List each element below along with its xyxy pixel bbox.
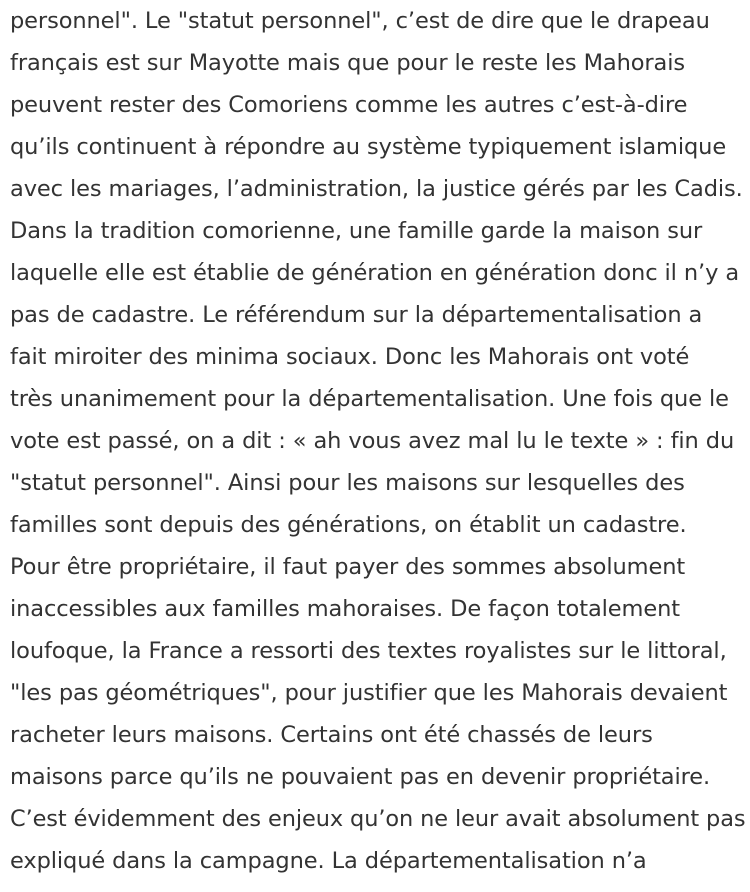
text-line: français est sur Mayotte mais que pour le reste les Mahorais	[10, 50, 686, 76]
text-line: maisons parce qu’ils ne pouvaient pas en devenir propriétaire.	[10, 764, 711, 790]
text-line: fait miroiter des minima sociaux. Donc les Mahorais ont voté	[10, 344, 690, 370]
text-line: laquelle elle est établie de génération en génération donc il n’y a	[10, 260, 740, 286]
text-line: pas de cadastre. Le référendum sur la départementalisation a	[10, 302, 703, 328]
text-line: loufoque, la France a ressorti des textes royalistes sur le littoral,	[10, 638, 727, 664]
text-line: personnel". Le "statut personnel", c’est de dire que le drapeau	[10, 8, 710, 34]
text-line: avec les mariages, l’administration, la justice gérés par les Cadis.	[10, 176, 743, 202]
text-line: qu’ils continuent à répondre au système typiquement islamique	[10, 134, 727, 160]
text-line: inaccessibles aux familles mahoraises. De façon totalement	[10, 596, 680, 622]
text-line: peuvent rester des Comoriens comme les autres c’est-à-dire	[10, 92, 688, 118]
text-line: C’est évidemment des enjeux qu’on ne leur avait absolument pas	[10, 806, 746, 832]
text-line: vote est passé, on a dit : « ah vous avez mal lu le texte » : fin du	[10, 428, 735, 454]
text-line: très unanimement pour la départementalisation. Une fois que le	[10, 386, 729, 412]
text-line: expliqué dans la campagne. La départementalisation n’a	[10, 848, 647, 874]
text-line: Dans la tradition comorienne, une famille garde la maison sur	[10, 218, 703, 244]
text-line: racheter leurs maisons. Certains ont été chassés de leurs	[10, 722, 653, 748]
text-line: "les pas géométriques", pour justifier que les Mahorais devaient	[10, 680, 728, 706]
text-line: "statut personnel". Ainsi pour les maisons sur lesquelles des	[10, 470, 685, 496]
text-line: Pour être propriétaire, il faut payer des sommes absolument	[10, 554, 686, 580]
text-line: familles sont depuis des générations, on établit un cadastre.	[10, 512, 687, 538]
